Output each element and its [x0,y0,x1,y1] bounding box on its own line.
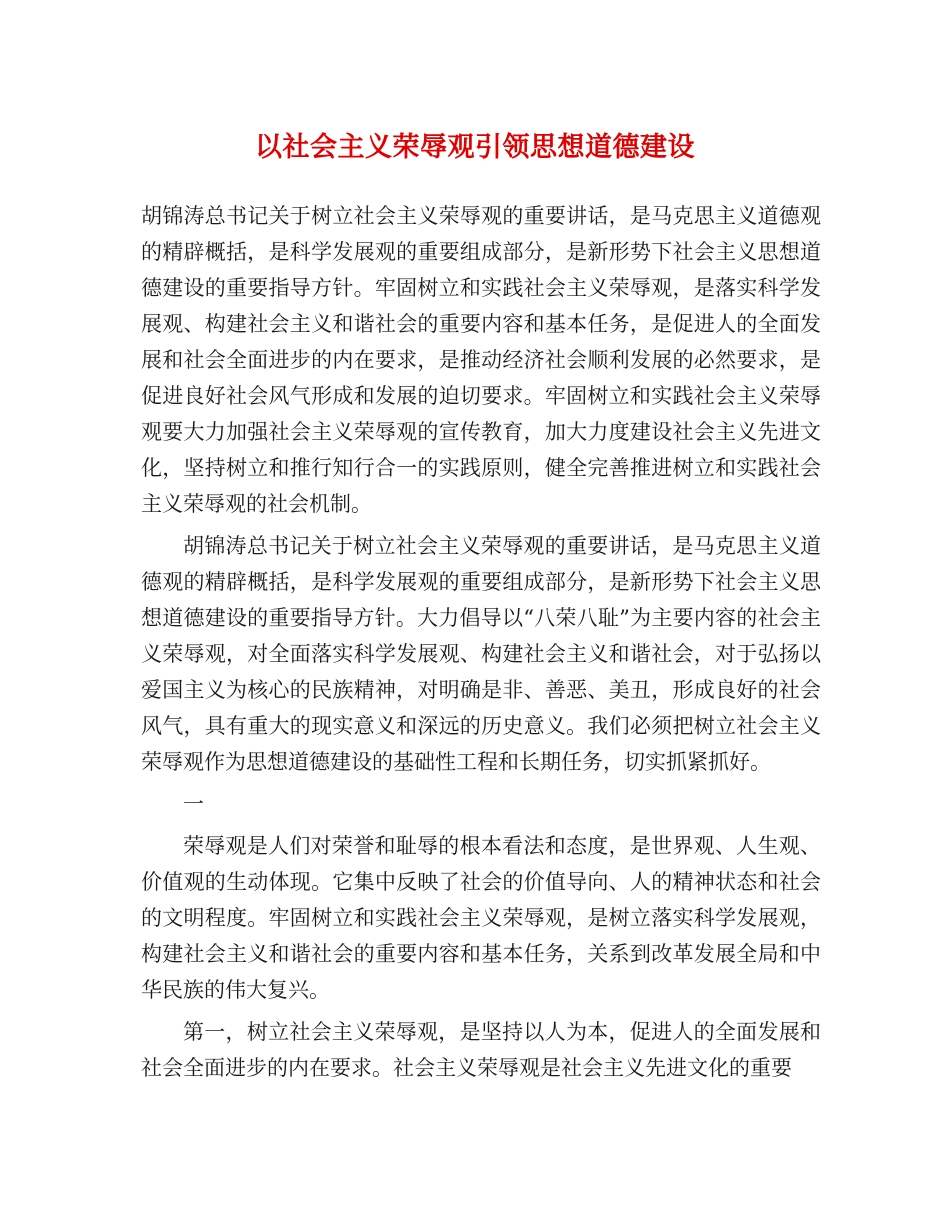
document-body [141,198,821,1086]
paragraph-2: 胡锦涛总书记关于树立社会主义荣辱观的重要讲话，是马克思主义道德观的精辟概括，是科学发展观的重要组成部分，是新形势下社会主义思想道德建设的重要指导方针。大力倡导以“八荣八耻”为主要内容的社会主义荣辱观，对全面落实科学发展观、构建社会主义和谐社会，对于弘扬以爱国主义为核心的民族精神，对明确是非、善恶、美丑，形成良好的社会风气，具有重大的现实意义和深远的历史意义。我们必须把树立社会主义荣辱观作为思想道德建设的基础性工程和长期任务，切实抓紧抓好。 [141,534,821,774]
document-title: 以社会主义荣辱观引领思想道德建设 [255,132,695,163]
paragraph-4: 第一，树立社会主义荣辱观，是坚持以人为本，促进人的全面发展和社会全面进步的内在要求。社会主义荣辱观是社会主义先进文化的重要 [141,1020,821,1080]
paragraph-intro: 胡锦涛总书记关于树立社会主义荣辱观的重要讲话，是马克思主义道德观的精辟概括，是科学发展观的重要组成部分，是新形势下社会主义思想道德建设的重要指导方针。牢固树立和实践社会主义荣辱观，是落实科学发展观、构建社会主义和谐社会的重要内容和基本任务，是促进人的全面发展和社会全面进步的内在要求，是推动经济社会顺利发展的必然要求，是促进良好社会风气形成和发展的迫切要求。牢固树立和实践社会主义荣辱观要大力加强社会主义荣辱观的宣传教育，加大力度建设社会主义先进文化，坚持树立和推行知行合一的实践原则，健全完善推进树立和实践社会主义荣辱观的社会机制。 [141,204,821,516]
section-heading-one: 一 [183,792,204,816]
paragraph-3: 荣辱观是人们对荣誉和耻辱的根本看法和态度，是世界观、人生观、价值观的生动体现。它集中反映了社会的价值导向、人的精神状态和社会的文明程度。牢固树立和实践社会主义荣辱观，是树立落实科学发展观，构建社会主义和谐社会的重要内容和基本任务，关系到改革发展全局和中华民族的伟大复兴。 [141,834,821,1002]
